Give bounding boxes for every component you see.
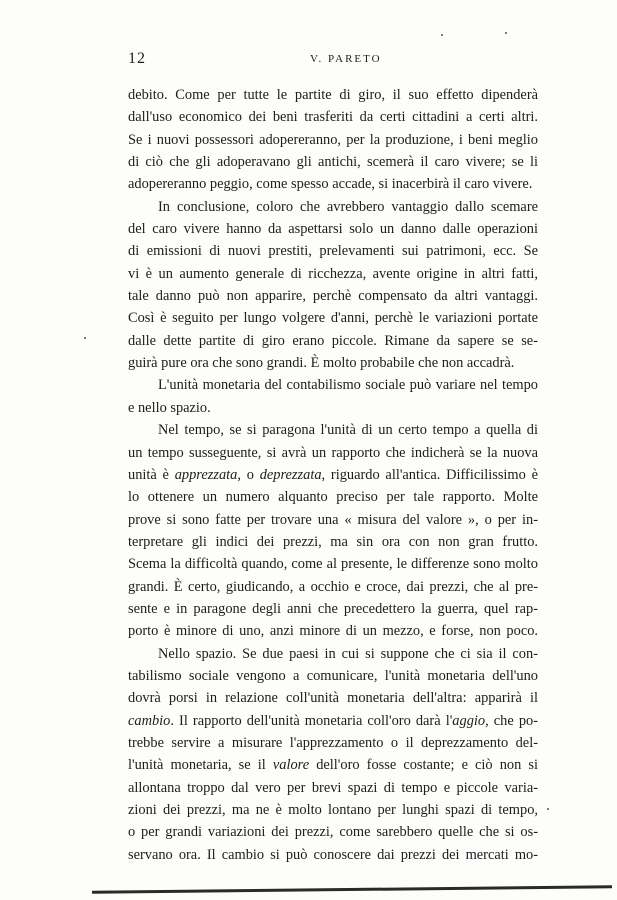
text-line: del caro vivere hanno da aspettarsi solo un danno dalle operazioni bbox=[128, 221, 538, 238]
italic-term: valore bbox=[272, 757, 310, 774]
page-speck bbox=[84, 337, 86, 339]
page-bottom-rule bbox=[92, 885, 612, 893]
text-line: terpretare gli indici dei prezzi, ma sin ora con non gran frutto. bbox=[128, 533, 538, 550]
text-line: tale danno può non apparire, perchè compensato da altri vantaggi. bbox=[128, 288, 538, 305]
text-line: L'unità monetaria del contabilismo sociale può variare nel tempo bbox=[158, 377, 538, 394]
page-speck bbox=[441, 34, 443, 36]
text-line: Se i nuovi possessori adopereranno, per la produzione, i beni meglio bbox=[128, 131, 538, 148]
text-line: cambio. Il rapporto dell'unità monetaria coll'oro darà l'aggio, che po- bbox=[128, 712, 538, 729]
text-line: grandi. È certo, giudicando, a occhio e croce, dai prezzi, che al pre- bbox=[128, 578, 538, 595]
text-line: prove si sono fatte per trovare una « misura del valore », o per in- bbox=[128, 511, 538, 528]
page-header bbox=[128, 50, 538, 72]
text-line: allontana troppo dal vero per brevi spazi di tempo e piccole varia- bbox=[128, 779, 538, 796]
text-line: Scema la difficoltà quando, come al presente, le differenze sono molto bbox=[128, 556, 538, 573]
page-speck bbox=[505, 32, 507, 34]
text-line: Così è seguito per lungo volgere d'anni, perchè le variazioni portate bbox=[128, 310, 538, 327]
italic-term: apprezzata bbox=[174, 466, 238, 483]
text-line: zioni dei prezzi, ma ne è molto lontano per lunghi spazi di tempo, bbox=[128, 802, 538, 818]
running-head: V. PARETO bbox=[310, 53, 382, 65]
text-line: adopereranno peggio, come spesso accade, si inacerbirà il caro vivere. bbox=[128, 176, 533, 193]
text-line: guirà pure ora che sono grandi. È molto probabile che non accadrà. bbox=[128, 355, 515, 372]
text-line: o per grandi variazioni dei prezzi, come sarebbero quelle che si os- bbox=[128, 824, 538, 841]
text-line: servano ora. Il cambio si può conoscere dai prezzi dei mercati mo- bbox=[128, 846, 538, 863]
italic-term: cambio bbox=[128, 712, 171, 729]
text-line: dalle dette partite di giro erano piccole. Rimane da sapere se se- bbox=[128, 332, 538, 349]
body-text bbox=[128, 84, 538, 866]
text-line: In conclusione, coloro che avrebbero vantaggio dallo scemare bbox=[158, 198, 538, 215]
page-number: 12 bbox=[128, 50, 146, 67]
text-line: l'unità monetaria, se il valore dell'oro fosse costante; e ciò non si bbox=[128, 757, 539, 774]
italic-term: aggio bbox=[452, 712, 486, 729]
text-line: e nello spazio. bbox=[128, 399, 211, 416]
text-line: unità è apprezzata, o deprezzata, riguardo all'antica. Difficilissimo è bbox=[128, 466, 538, 483]
text-line: dovrà porsi in relazione coll'unità monetaria dell'altra: apparirà il bbox=[128, 690, 538, 707]
italic-term: deprezzata bbox=[259, 466, 322, 483]
text-line: tabilismo sociale vengono a comunicare, l'unità monetaria dell'uno bbox=[128, 667, 538, 684]
text-line: di ciò che gli adoperavano gli antichi, scemerà il caro vivere; se li bbox=[128, 154, 538, 171]
text-line: di emissioni di nuovi prestiti, prelevamenti sui patrimoni, ecc. Se bbox=[128, 243, 538, 260]
text-line: debito. Come per tutte le partite di giro, il suo effetto dipenderà bbox=[128, 87, 538, 103]
text-line: dall'uso economico dei beni trasferiti da certi cittadini a certi altri. bbox=[128, 109, 538, 126]
text-line: un tempo susseguente, si avrà un rapporto che indicherà se la nuova bbox=[128, 444, 538, 461]
text-line: lo ottenere un numero alquanto preciso per tale rapporto. Molte bbox=[128, 489, 538, 506]
text-line: vi è un aumento generale di ricchezza, avente origine in altri fatti, bbox=[128, 265, 538, 282]
text-line: sente e in paragone degli anni che precedettero la guerra, quel rap- bbox=[128, 600, 538, 617]
text-line: Nello spazio. Se due paesi in cui si suppone che ci sia il con- bbox=[158, 645, 538, 662]
text-line: porto è minore di uno, anzi minore di un mezzo, e forse, non poco. bbox=[128, 623, 538, 640]
text-line: trebbe servire a misurare l'apprezzamento o il deprezzamento del- bbox=[128, 734, 538, 751]
text-line: Nel tempo, se si paragona l'unità di un certo tempo a quella di bbox=[158, 422, 538, 439]
page-speck bbox=[547, 808, 549, 810]
